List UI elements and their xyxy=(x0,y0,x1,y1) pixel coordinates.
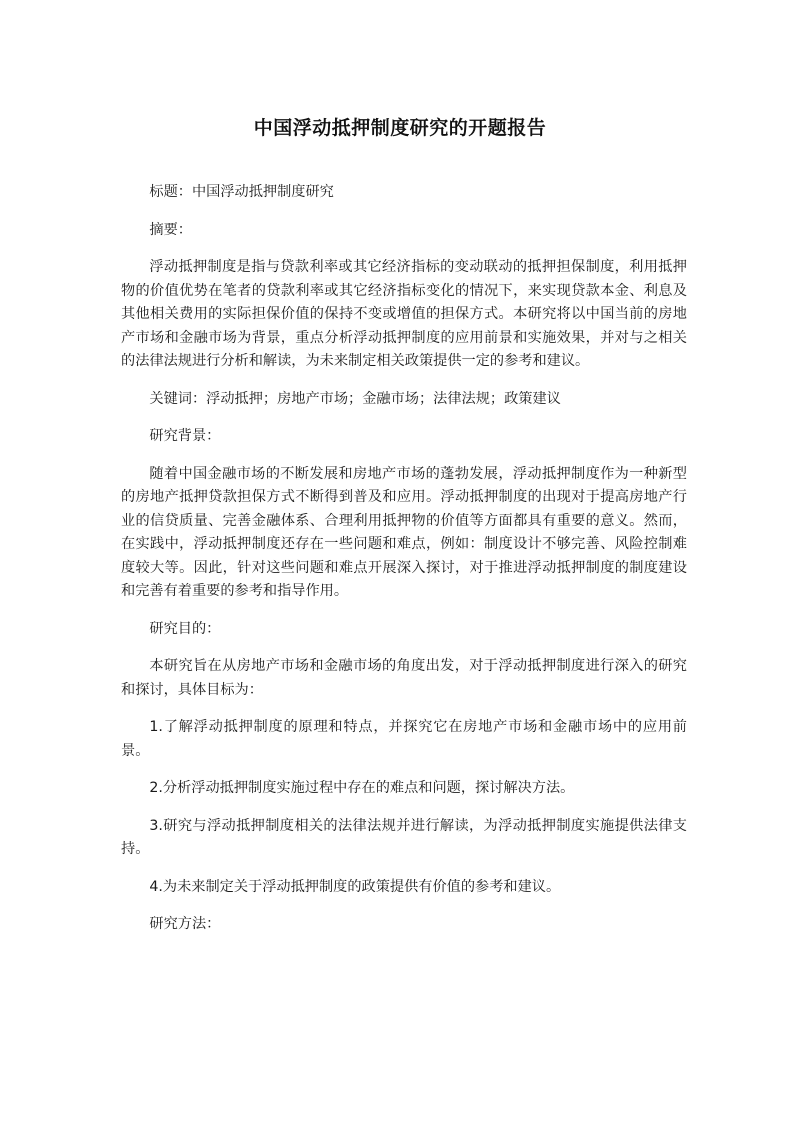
goal-item-2: 2.分析浮动抵押制度实施过程中存在的难点和问题，探讨解决方法。 xyxy=(149,780,575,796)
document-body xyxy=(121,181,687,951)
title-line: 标题：中国浮动抵押制度研究 xyxy=(149,184,334,200)
abstract-paragraph: 浮动抵押制度是指与贷款利率或其它经济指标的变动联动的抵押担保制度，利用抵押物的价值优势在笔者的贷款利率或其它经济指标变化的情况下，来实现贷款本金、利息及其他相关费用的实际担保价值的保持不变或增值的担保方式。本研究将以中国当前的房地产市场和金融市场为背景，重点分析浮动抵押制度的应用前景和实施效果，并对与之相关的法律法规进行分析和解读，为未来制定相关政策提供一定的参考和建议。 xyxy=(121,259,687,369)
background-paragraph: 随着中国金融市场的不断发展和房地产市场的蓬勃发展，浮动抵押制度作为一种新型的房地产抵押贷款担保方式不断得到普及和应用。浮动抵押制度的出现对于提高房地产行业的信贷质量、完善金融体系、合理利用抵押物的价值等方面都具有重要的意义。然而，在实践中，浮动抵押制度还存在一些问题和难点，例如：制度设计不够完善、风险控制难度较大等。因此，针对这些问题和难点开展深入探讨，对于推进浮动抵押制度的制度建设和完善有着重要的参考和指导作用。 xyxy=(121,465,687,599)
background-heading: 研究背景： xyxy=(149,428,221,444)
keywords-line: 关键词：浮动抵押；房地产市场；金融市场；法律法规；政策建议 xyxy=(149,390,561,407)
abstract-heading: 摘要： xyxy=(149,221,192,238)
goal-item-4: 4.为未来制定关于浮动抵押制度的政策提供有价值的参考和建议。 xyxy=(149,878,561,895)
method-heading: 研究方法： xyxy=(149,916,221,932)
document-title: 中国浮动抵押制度研究的开题报告 xyxy=(253,117,547,139)
purpose-heading: 研究目的： xyxy=(149,620,221,637)
goal-item-3: 3.研究与浮动抵押制度相关的法律法规并进行解读，为浮动抵押制度实施提供法律支持。 xyxy=(121,817,687,857)
purpose-paragraph: 本研究旨在从房地产市场和金融市场的角度出发，对于浮动抵押制度进行深入的研究和探讨，具体目标为： xyxy=(121,658,687,698)
goal-item-1: 1.了解浮动抵押制度的原理和特点，并探究它在房地产市场和金融市场中的应用前景。 xyxy=(121,719,687,759)
